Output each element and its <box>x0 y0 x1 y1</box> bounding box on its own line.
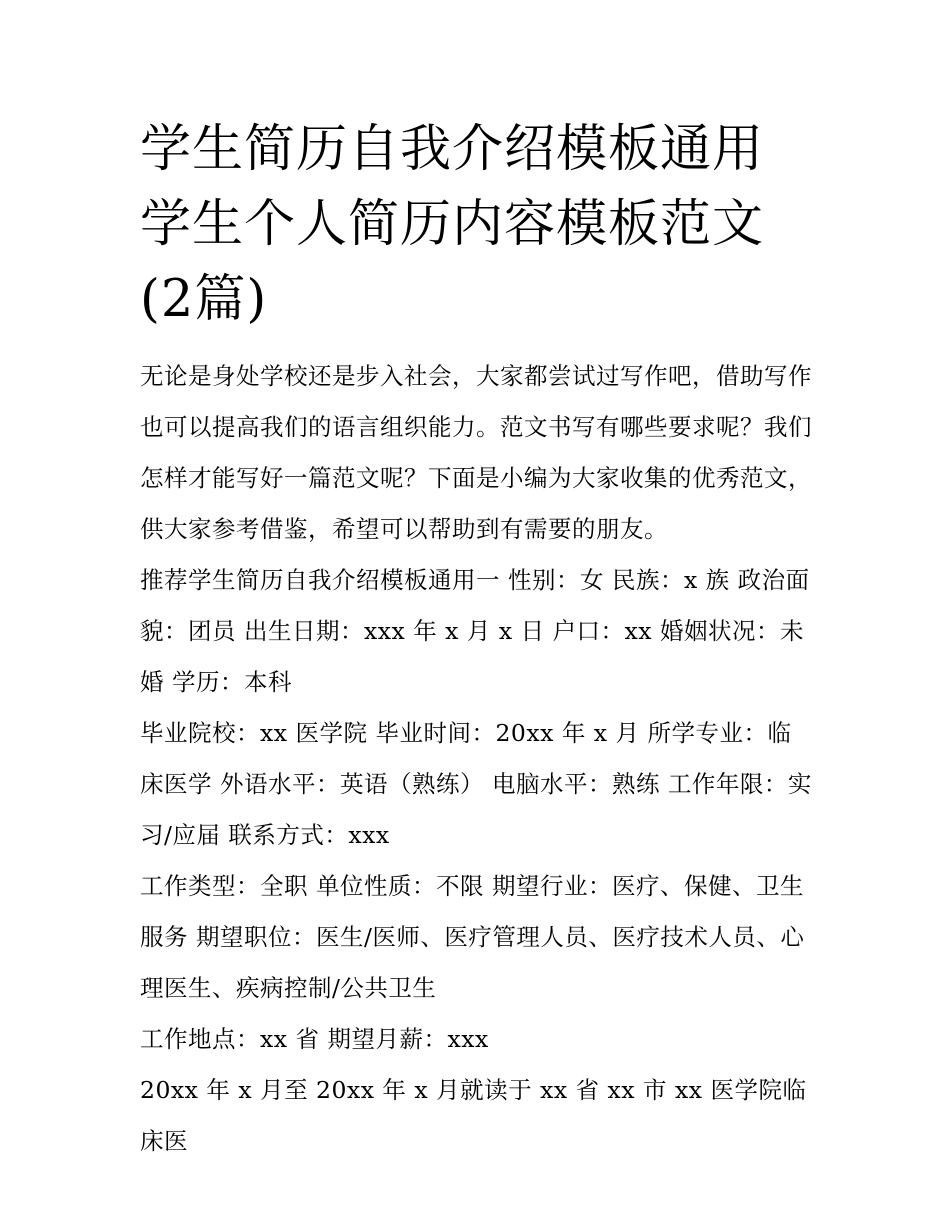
job-preference-paragraph: 工作类型：全职 单位性质：不限 期望行业：医疗、保健、卫生服务 期望职位：医生/医师、医疗管理人员、医疗技术人员、心理医生、疾病控制/公共卫生 <box>140 872 805 1002</box>
work-location-paragraph: 工作地点：xx 省 期望月薪：xxx <box>140 1025 489 1053</box>
education-info-paragraph: 毕业院校：xx 医学院 毕业时间：20xx 年 x 月 所学专业：临床医学 外语水平：英语（熟练） 电脑水平：熟练 工作年限：实习/应届 联系方式：xxx <box>140 719 812 849</box>
intro-paragraph: 无论是身处学校还是步入社会，大家都尝试过写作吧，借助写作也可以提高我们的语言组织能力。范文书写有哪些要求呢？我们怎样才能写好一篇范文呢？下面是小编为大家收集的优秀范文，供大家参考借鉴，希望可以帮助到有需要的朋友。 <box>140 362 812 543</box>
education-history-paragraph: 20xx 年 x 月至 20xx 年 x 月就读于 xx 省 xx 市 xx 医学院临床医 <box>140 1076 807 1155</box>
document-title: 学生简历自我介绍模板通用 学生个人简历内容模板范文(2篇) <box>140 120 765 329</box>
document-body <box>140 112 812 1167</box>
personal-info-paragraph: 推荐学生简历自我介绍模板通用一 性别：女 民族：x 族 政治面貌：团员 出生日期：xxx 年 x 月 x 日 户口：xx 婚姻状况：未婚 学历：本科 <box>140 566 810 696</box>
